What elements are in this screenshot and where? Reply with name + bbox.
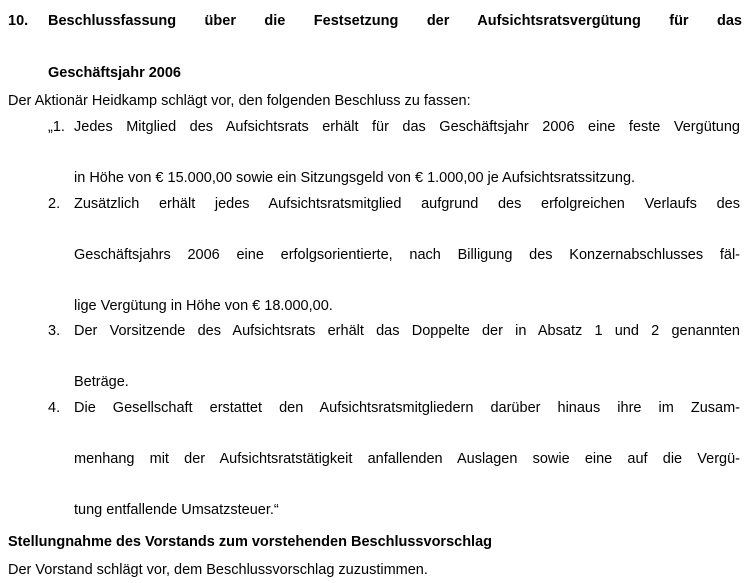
closing-paragraph: Der Vorstand schlägt vor, dem Beschlussvorschlag zuzustimmen. bbox=[8, 562, 428, 578]
list-item bbox=[8, 192, 742, 320]
agenda-item-heading bbox=[8, 8, 742, 86]
list-item-text bbox=[74, 396, 742, 524]
list-item-line: Geschäftsjahrs 2006 eine erfolgsorientierte, nach Billigung des Konzernabschlusses fäl- bbox=[74, 246, 740, 263]
list-item-line: in Höhe von € 15.000,00 sowie ein Sitzungsgeld von € 1.000,00 je Aufsichtsratssitzung. bbox=[74, 170, 636, 186]
agenda-item-title bbox=[48, 8, 742, 86]
list-item-line: menhang mit der Aufsichtsratstätigkeit anfallenden Auslagen sowie eine auf die Vergü- bbox=[74, 450, 740, 467]
list-item-marker: 3. bbox=[48, 323, 61, 339]
list-item bbox=[8, 396, 742, 524]
list-item bbox=[8, 319, 742, 396]
list-item-marker: „1. bbox=[48, 119, 65, 135]
intro-paragraph: Der Aktionär Heidkamp schlägt vor, den folgenden Beschluss zu fassen: bbox=[8, 93, 471, 109]
agenda-item-title-line-1: Beschlussfassung über die Festsetzung der Aufsichtsratsvergütung für das bbox=[48, 13, 742, 29]
list-item-line: Beträge. bbox=[74, 374, 129, 390]
agenda-item-number: 10. bbox=[8, 13, 29, 29]
list-item-marker: 4. bbox=[48, 399, 61, 416]
statement-heading: Stellungnahme des Vorstands zum vorstehenden Beschlussvorschlag bbox=[8, 534, 493, 550]
list-item-marker: 2. bbox=[48, 195, 61, 212]
list-item-line: Zusätzlich erhält jedes Aufsichtsratsmitglied aufgrund des erfolgreichen Verlaufs des bbox=[74, 195, 740, 212]
list-item-line: lige Vergütung in Höhe von € 18.000,00. bbox=[74, 297, 333, 314]
list-item-text bbox=[74, 192, 742, 320]
resolution-list bbox=[8, 115, 742, 523]
list-item-line: tung entfallende Umsatzsteuer.“ bbox=[74, 501, 279, 518]
list-item-line: Die Gesellschaft erstattet den Aufsichtsratsmitgliedern darüber hinaus ihre im Zusam- bbox=[74, 399, 740, 416]
list-item-line: Der Vorsitzende des Aufsichtsrats erhält das Doppelte der in Absatz 1 und 2 genannten bbox=[74, 323, 740, 339]
agenda-item-title-line-2: Geschäftsjahr 2006 bbox=[48, 65, 181, 81]
list-item-text bbox=[74, 115, 742, 192]
list-item-text bbox=[74, 319, 742, 396]
list-item-line: Jedes Mitglied des Aufsichtsrats erhält für das Geschäftsjahr 2006 eine feste Vergütung bbox=[74, 119, 740, 135]
list-item bbox=[8, 115, 742, 192]
